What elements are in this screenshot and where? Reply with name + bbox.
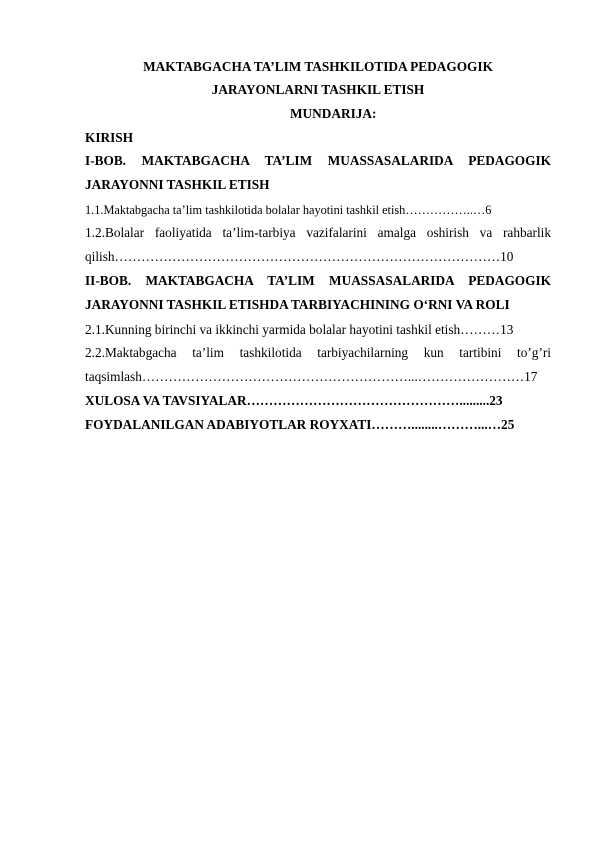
document-title-line-2: JARAYONLARNI TASHKIL ETISH [211, 82, 425, 97]
toc-intro: KIRISH [85, 130, 134, 145]
toc-section-1-1: 1.1.Maktabgacha ta’lim tashkilotida bolalar hayotini tashkil etish……………..…6 [85, 203, 492, 217]
toc-section-2-2-line-2: taqsimlash……………………………………………………...……………………17 [85, 369, 538, 384]
toc-section-2-1: 2.1.Kunning birinchi va ikkinchi yarmida bolalar hayotini tashkil etish………13 [85, 322, 514, 337]
toc-section-2-2-line-1: 2.2.Maktabgacha ta’lim tashkilotida tarbiyachilarning kun tartibini to’g’ri [85, 345, 551, 360]
toc-chapter-1-line-1: I-BOB. MAKTABGACHA TA’LIM MUASSASALARIDA PEDAGOGIK [85, 153, 551, 168]
toc-conclusion: XULOSA VA TAVSIYALAR………………………………………….........23 [85, 393, 503, 408]
toc-chapter-2-line-1: II-BOB. MAKTABGACHA TA’LIM MUASSASALARIDA PEDAGOGIK [85, 273, 551, 288]
toc-chapter-2-line-2: JARAYONNI TASHKIL ETISHDA TARBIYACHINING O‘RNI VA ROLI [85, 297, 510, 312]
toc-references: FOYDALANILGAN ADABIYOTLAR ROYXATI………........………...…25 [85, 417, 515, 432]
toc-section-1-2-line-2: qilish……………………………………………………………………………10 [85, 249, 514, 264]
contents-heading: MUNDARIJA: [290, 106, 377, 121]
toc-chapter-1-line-2: JARAYONNI TASHKIL ETISH [85, 177, 270, 192]
toc-section-1-2-line-1: 1.2.Bolalar faoliyatida ta’lim-tarbiya vazifalarini amalga oshirish va rahbarlik [85, 225, 551, 240]
document-title-line-1: MAKTABGACHA TA’LIM TASHKILOTIDA PEDAGOGIK [143, 59, 493, 74]
